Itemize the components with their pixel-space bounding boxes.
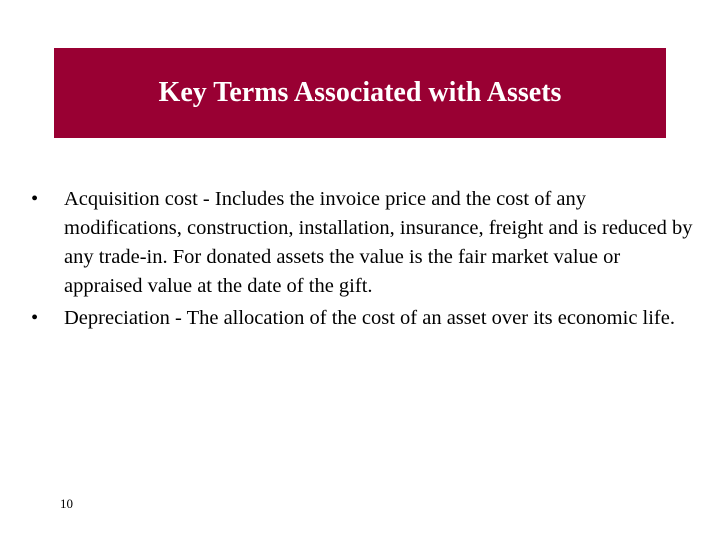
bullet-item-acquisition-cost bbox=[31, 185, 697, 301]
bullet-list bbox=[31, 185, 697, 336]
bullet-marker: • bbox=[31, 188, 39, 210]
page-number: 10 bbox=[60, 496, 73, 511]
title-banner bbox=[54, 48, 666, 138]
bullet-item-depreciation bbox=[31, 304, 697, 333]
slide-title: Key Terms Associated with Assets bbox=[158, 77, 562, 108]
bullet-text: Acquisition cost - Includes the invoice price and the cost of any modifications, construction, installation, insurance, freight and is reduced by any trade-in. For donated assets the value is the fair market value or appraised value at the date of the gift. bbox=[64, 188, 693, 297]
bullet-marker: • bbox=[31, 307, 39, 329]
bullet-text: Depreciation - The allocation of the cost of an asset over its economic life. bbox=[64, 307, 675, 329]
